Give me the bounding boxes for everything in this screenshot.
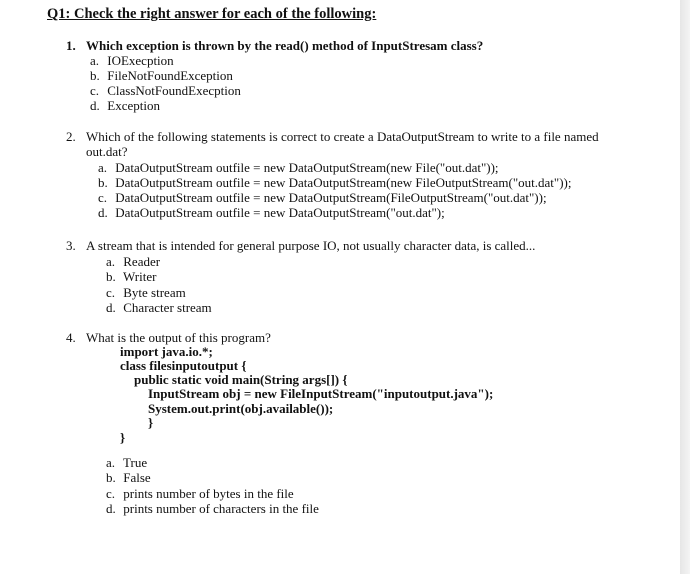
code-line-6: } [148, 415, 154, 430]
q4-option-d[interactable]: d. prints number of characters in the file [106, 501, 319, 516]
question-3-text: A stream that is intended for general purpose IO, not usually character data, is called... [86, 238, 536, 253]
q2-option-b[interactable]: b. DataOutputStream outfile = new DataOutputStream(new FileOutputStream("out.dat")); [98, 175, 572, 190]
q2-option-d[interactable]: d. DataOutputStream outfile = new DataOutputStream("out.dat"); [98, 205, 445, 220]
q3-option-d[interactable]: d. Character stream [106, 300, 212, 315]
q1-option-b[interactable]: b. FileNotFoundException [90, 68, 233, 83]
question-4-text: What is the output of this program? [86, 330, 271, 345]
question-3 [66, 238, 535, 253]
q1-option-c[interactable]: c. ClassNotFoundExecption [90, 83, 241, 98]
question-3-number: 3. [66, 238, 76, 253]
q3-option-b[interactable]: b. Writer [106, 269, 157, 284]
question-2-number: 2. [66, 129, 76, 144]
code-line-5: System.out.print(obj.available()); [148, 401, 334, 416]
code-line-2: class filesinputoutput { [120, 358, 247, 373]
q4-option-c[interactable]: c. prints number of bytes in the file [106, 486, 294, 501]
question-1-number: 1. [66, 38, 76, 53]
q4-option-a[interactable]: a. True [106, 455, 148, 470]
section-heading: Q1: Check the right answer for each of the following: [47, 6, 377, 22]
question-2 [66, 129, 599, 144]
q1-option-a[interactable]: a. IOExecption [90, 53, 174, 68]
code-line-3: public static void main(String args[]) { [134, 372, 348, 387]
q2-option-a[interactable]: a. DataOutputStream outfile = new DataOutputStream(new File("out.dat")); [98, 160, 499, 175]
question-1-text: Which exception is thrown by the read() method of InputStresam class? [86, 38, 484, 53]
question-1 [66, 38, 483, 53]
code-line-4: InputStream obj = new FileInputStream("inputoutput.java"); [148, 386, 494, 401]
q1-option-d[interactable]: d. Exception [90, 98, 160, 113]
q3-option-a[interactable]: a. Reader [106, 254, 161, 269]
question-2-text-line2: out.dat? [86, 144, 128, 159]
q4-option-b[interactable]: b. False [106, 470, 151, 485]
question-2-text-line1: Which of the following statements is correct to create a DataOutputStream to write to a file named [86, 129, 599, 144]
code-line-1: import java.io.*; [120, 344, 213, 359]
page-edge-shadow [680, 0, 690, 574]
question-4 [66, 330, 271, 345]
q3-option-c[interactable]: c. Byte stream [106, 285, 186, 300]
code-line-7: } [120, 430, 126, 445]
q2-option-c[interactable]: c. DataOutputStream outfile = new DataOutputStream(FileOutputStream("out.dat")); [98, 190, 547, 205]
question-4-number: 4. [66, 330, 76, 345]
